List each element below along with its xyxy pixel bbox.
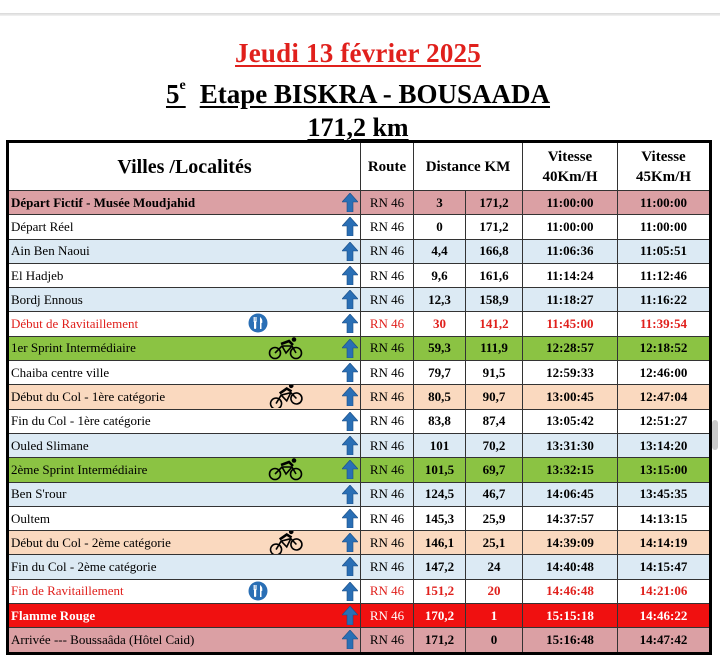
location-label: Fin de Ravitaillement <box>11 583 124 599</box>
cell-time-45: 13:15:00 <box>618 458 711 482</box>
cell-time-45: 14:47:42 <box>618 628 711 653</box>
sprint-cyclist-icon <box>267 458 305 482</box>
cell-km: 147,2 <box>414 555 466 579</box>
cell-time-40: 15:16:48 <box>523 628 618 653</box>
location-label: Ouled Slimane <box>11 437 89 453</box>
cell-route: RN 46 <box>361 361 414 385</box>
location-label: Début du Col - 1ère catégorie <box>11 389 166 405</box>
cell-remaining: 20 <box>466 579 523 603</box>
up-arrow-icon <box>342 509 358 528</box>
table-row <box>8 604 711 628</box>
up-arrow-icon <box>342 193 358 212</box>
cell-time-40: 11:06:36 <box>523 239 618 263</box>
location-label: Fin du Col - 2ème catégorie <box>11 559 157 575</box>
table-row <box>8 458 711 482</box>
table-row <box>8 215 711 239</box>
cell-location <box>8 555 361 579</box>
cell-km: 151,2 <box>414 579 466 603</box>
cell-route: RN 46 <box>361 215 414 239</box>
cell-route: RN 46 <box>361 336 414 360</box>
table-row <box>8 628 711 653</box>
cell-route: RN 46 <box>361 506 414 530</box>
cell-location <box>8 385 361 409</box>
cell-time-40: 15:15:18 <box>523 604 618 628</box>
cell-time-45: 11:05:51 <box>618 239 711 263</box>
cell-remaining: 25,9 <box>466 506 523 530</box>
cell-time-40: 14:39:09 <box>523 531 618 555</box>
cell-remaining: 46,7 <box>466 482 523 506</box>
cell-location <box>8 531 361 555</box>
up-arrow-icon <box>342 290 358 309</box>
location-label: Ben S'rour <box>11 486 67 502</box>
location-label: Chaiba centre ville <box>11 364 110 380</box>
cell-location <box>8 239 361 263</box>
cell-time-40: 11:14:24 <box>523 263 618 287</box>
cell-route: RN 46 <box>361 263 414 287</box>
location-label: Début du Col - 2ème catégorie <box>11 534 171 550</box>
cell-route: RN 46 <box>361 482 414 506</box>
cell-remaining: 141,2 <box>466 312 523 336</box>
cell-remaining: 90,7 <box>466 385 523 409</box>
cell-time-45: 14:14:19 <box>618 531 711 555</box>
cell-location <box>8 263 361 287</box>
cell-remaining: 25,1 <box>466 531 523 555</box>
up-arrow-icon <box>342 217 358 236</box>
location-label: Arrivée --- Boussaâda (Hôtel Caid) <box>11 631 195 647</box>
food-station-icon <box>248 313 268 333</box>
up-arrow-icon <box>342 242 358 261</box>
cell-time-40: 11:00:00 <box>523 215 618 239</box>
sprint-cyclist-icon <box>267 336 305 360</box>
cell-km: 0 <box>414 215 466 239</box>
up-arrow-icon <box>342 533 358 552</box>
header-speed-40: Vitesse 40Km/H <box>523 142 618 191</box>
cell-time-45: 12:46:00 <box>618 361 711 385</box>
cell-location <box>8 191 361 215</box>
cell-time-45: 11:12:46 <box>618 263 711 287</box>
cell-location <box>8 336 361 360</box>
cell-route: RN 46 <box>361 239 414 263</box>
up-arrow-icon <box>342 582 358 601</box>
up-arrow-icon <box>342 460 358 479</box>
cell-km: 9,6 <box>414 263 466 287</box>
cell-time-40: 13:31:30 <box>523 433 618 457</box>
cell-route: RN 46 <box>361 409 414 433</box>
up-arrow-icon <box>342 485 358 504</box>
location-label: Départ Fictif - Musée Moudjahid <box>11 194 196 210</box>
cell-route: RN 46 <box>361 433 414 457</box>
cell-route: RN 46 <box>361 288 414 312</box>
cell-km: 79,7 <box>414 361 466 385</box>
table-row <box>8 239 711 263</box>
cell-route: RN 46 <box>361 191 414 215</box>
cell-location <box>8 506 361 530</box>
cell-time-40: 12:59:33 <box>523 361 618 385</box>
location-label: Début de Ravitaillement <box>11 316 139 332</box>
cell-remaining: 158,9 <box>466 288 523 312</box>
cell-time-45: 14:15:47 <box>618 555 711 579</box>
cell-time-40: 14:40:48 <box>523 555 618 579</box>
location-label: 1er Sprint Intermédiaire <box>11 340 136 356</box>
table-row <box>8 263 711 287</box>
cell-remaining: 69,7 <box>466 458 523 482</box>
cell-time-45: 12:51:27 <box>618 409 711 433</box>
location-label: Ain Ben Naoui <box>11 243 90 259</box>
cell-time-40: 13:32:15 <box>523 458 618 482</box>
up-arrow-icon <box>342 266 358 285</box>
table-row <box>8 531 711 555</box>
up-arrow-icon <box>342 387 358 406</box>
cell-location <box>8 361 361 385</box>
cell-km: 145,3 <box>414 506 466 530</box>
cell-time-45: 13:14:20 <box>618 433 711 457</box>
header-speed-45: Vitesse 45Km/H <box>618 142 711 191</box>
cell-time-40: 11:45:00 <box>523 312 618 336</box>
stage-number-suffix: e <box>179 78 186 93</box>
location-label: Fin du Col - 1ère catégorie <box>11 413 151 429</box>
up-arrow-icon <box>342 630 358 649</box>
climb-cyclist-icon <box>267 385 305 409</box>
header-location: Villes /Localités <box>8 142 361 191</box>
cell-location <box>8 288 361 312</box>
location-label: 2ème Sprint Intermédiaire <box>11 461 148 477</box>
cell-km: 80,5 <box>414 385 466 409</box>
cell-remaining: 111,9 <box>466 336 523 360</box>
cell-location <box>8 579 361 603</box>
cell-km: 12,3 <box>414 288 466 312</box>
cell-location <box>8 312 361 336</box>
up-arrow-icon <box>342 606 358 625</box>
cell-km: 83,8 <box>414 409 466 433</box>
cell-remaining: 87,4 <box>466 409 523 433</box>
up-arrow-icon <box>342 339 358 358</box>
stage-distance: 171,2 km <box>307 113 409 142</box>
up-arrow-icon <box>342 363 358 382</box>
cell-route: RN 46 <box>361 604 414 628</box>
table-row <box>8 191 711 215</box>
table-row <box>8 361 711 385</box>
stage-number: 5e <box>165 78 186 109</box>
table-row <box>8 433 711 457</box>
cell-remaining: 171,2 <box>466 191 523 215</box>
table-row <box>8 579 711 603</box>
cell-time-40: 12:28:57 <box>523 336 618 360</box>
cell-location <box>8 433 361 457</box>
cell-time-40: 14:37:57 <box>523 506 618 530</box>
cell-km: 101 <box>414 433 466 457</box>
cell-time-45: 11:00:00 <box>618 191 711 215</box>
table-row <box>8 555 711 579</box>
up-arrow-icon <box>342 436 358 455</box>
table-row <box>8 312 711 336</box>
cell-route: RN 46 <box>361 628 414 653</box>
header-route: Route <box>361 142 414 191</box>
cell-remaining: 1 <box>466 604 523 628</box>
cell-time-45: 12:18:52 <box>618 336 711 360</box>
cell-location <box>8 409 361 433</box>
table-row <box>8 288 711 312</box>
cell-time-40: 14:46:48 <box>523 579 618 603</box>
cell-time-40: 11:00:00 <box>523 191 618 215</box>
stage-title <box>0 79 716 110</box>
cell-time-45: 14:46:22 <box>618 604 711 628</box>
cell-route: RN 46 <box>361 458 414 482</box>
stage-name: Etape BISKRA - BOUSAADA <box>199 79 551 109</box>
location-label: Flamme Rouge <box>11 607 96 623</box>
cell-km: 30 <box>414 312 466 336</box>
stage-schedule-table <box>6 140 712 655</box>
cell-location <box>8 458 361 482</box>
location-label: El Hadjeb <box>11 267 64 283</box>
cell-location <box>8 628 361 653</box>
cell-route: RN 46 <box>361 579 414 603</box>
header-distance: Distance KM <box>414 142 523 191</box>
cell-route: RN 46 <box>361 312 414 336</box>
cell-time-45: 13:45:35 <box>618 482 711 506</box>
cell-km: 59,3 <box>414 336 466 360</box>
location-label: Départ Réel <box>11 218 74 234</box>
stage-date: Jeudi 13 février 2025 <box>235 38 481 68</box>
cell-time-45: 14:21:06 <box>618 579 711 603</box>
cell-time-40: 13:00:45 <box>523 385 618 409</box>
cell-remaining: 24 <box>466 555 523 579</box>
cell-location <box>8 604 361 628</box>
cell-km: 101,5 <box>414 458 466 482</box>
table-row <box>8 336 711 360</box>
cell-km: 3 <box>414 191 466 215</box>
cell-location <box>8 482 361 506</box>
cell-time-40: 14:06:45 <box>523 482 618 506</box>
food-station-icon <box>248 581 268 601</box>
cell-route: RN 46 <box>361 555 414 579</box>
cell-remaining: 161,6 <box>466 263 523 287</box>
table-row <box>8 506 711 530</box>
location-label: Oultem <box>11 510 50 526</box>
cell-route: RN 46 <box>361 531 414 555</box>
cell-remaining: 91,5 <box>466 361 523 385</box>
cell-time-45: 11:39:54 <box>618 312 711 336</box>
location-label: Bordj Ennous <box>11 291 83 307</box>
up-arrow-icon <box>342 557 358 576</box>
cell-km: 170,2 <box>414 604 466 628</box>
cell-km: 4,4 <box>414 239 466 263</box>
climb-cyclist-icon <box>267 531 305 555</box>
cell-route: RN 46 <box>361 385 414 409</box>
cell-location <box>8 215 361 239</box>
up-arrow-icon <box>342 412 358 431</box>
up-arrow-icon <box>342 314 358 333</box>
cell-time-40: 13:05:42 <box>523 409 618 433</box>
scrollbar-thumb[interactable] <box>712 420 718 450</box>
cell-time-45: 14:13:15 <box>618 506 711 530</box>
cell-time-40: 11:18:27 <box>523 288 618 312</box>
cell-time-45: 11:00:00 <box>618 215 711 239</box>
table-header-row <box>8 142 711 191</box>
cell-remaining: 166,8 <box>466 239 523 263</box>
table-row <box>8 385 711 409</box>
cell-time-45: 11:16:22 <box>618 288 711 312</box>
cell-time-45: 12:47:04 <box>618 385 711 409</box>
table-row <box>8 482 711 506</box>
cell-km: 171,2 <box>414 628 466 653</box>
cell-km: 124,5 <box>414 482 466 506</box>
top-divider <box>0 13 720 16</box>
cell-remaining: 70,2 <box>466 433 523 457</box>
cell-remaining: 0 <box>466 628 523 653</box>
cell-remaining: 171,2 <box>466 215 523 239</box>
cell-km: 146,1 <box>414 531 466 555</box>
table-row <box>8 409 711 433</box>
